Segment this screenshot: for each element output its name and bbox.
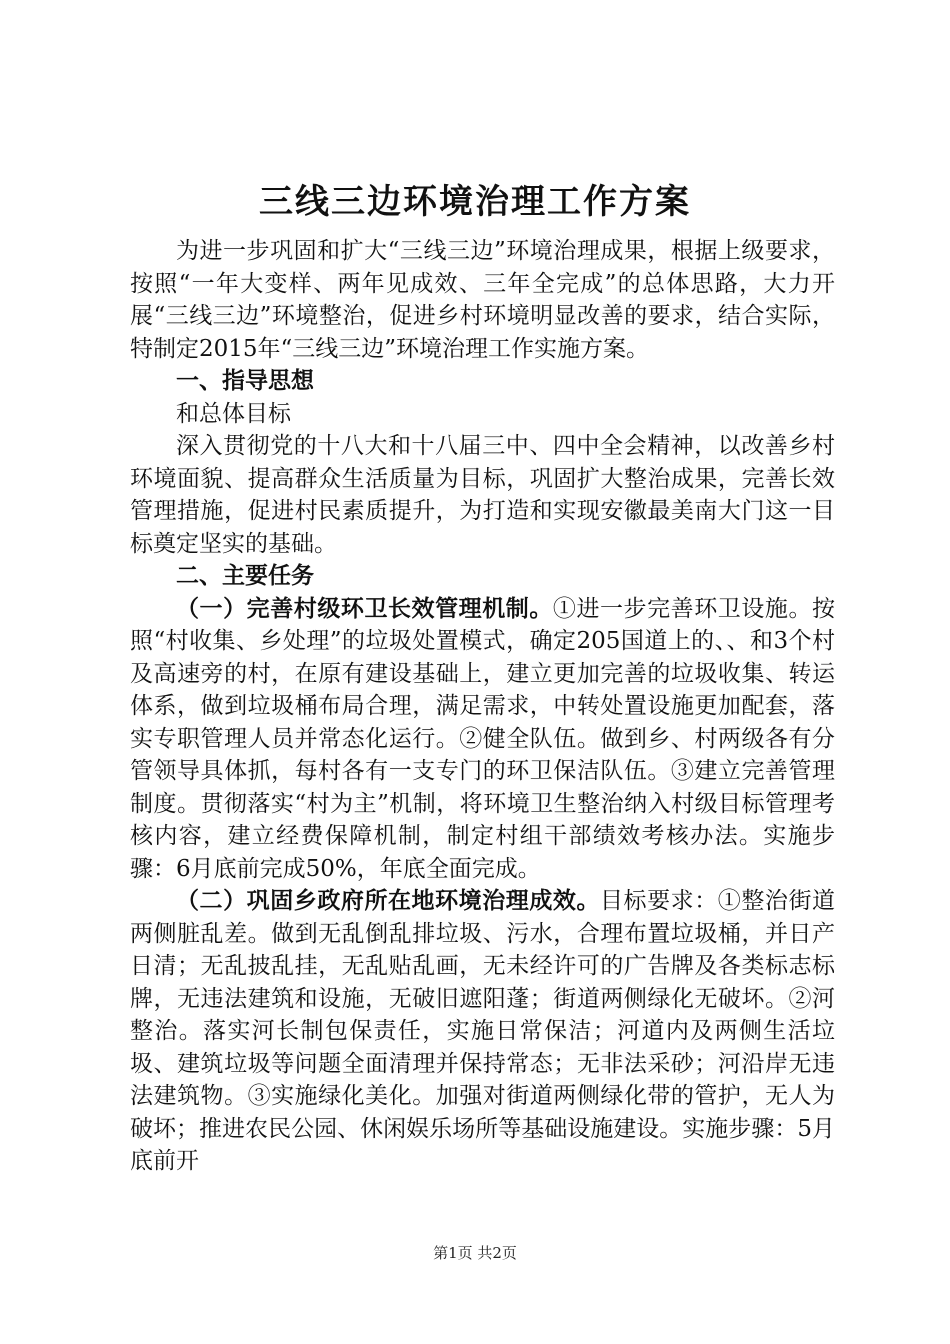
guiding-thought-paragraph: 深入贯彻党的十八大和十八届三中、四中全会精神，以改善乡村环境面貌、提高群众生活质量为目标，巩固扩大整治成果，完善长效管理措施，促进村民素质提升，为打造和实现安徽最美南大门这一目标奠定坚实的基础。 [130,433,835,557]
task-item-2 [130,885,835,1178]
task-item-1 [130,593,835,886]
document-body [130,235,835,1178]
intro-paragraph: 为进一步巩固和扩大“三线三边”环境治理成果，根据上级要求，按照“一年大变样、两年见成效、三年全完成”的总体思路，大力开展“三线三边”环境整治，促进乡村环境明显改善的要求，结合实际，特制定2015年“三线三边”环境治理工作实施方案。 [130,238,835,362]
task-item-1-heading: （一）完善村级环卫长效管理机制。 [176,594,553,622]
task-item-1-body: ①进一步完善环卫设施。按照“村收集、乡处理”的垃圾处置模式，确定205国道上的、、和3个村及高速旁的村，在原有建设基础上，建立更加完善的垃圾收集、转运体系，做到垃圾桶布局合理，满足需求，中转处置设施更加配套，落实专职管理人员并常态化运行。②健全队伍。做到乡、村两级各有分管领导具体抓，每村各有一支专门的环卫保洁队伍。③建立完善管理制度。贯彻落实“村为主”机制，将环境卫生整治纳入村级目标管理考核内容，建立经费保障机制，制定村组干部绩效考核办法。实施步骤：6月底前完成50%，年底全面完成。 [130,595,836,882]
task-item-2-body: 目标要求：①整治街道两侧脏乱差。做到无乱倒乱排垃圾、污水，合理布置垃圾桶，并日产日清；无乱披乱挂，无乱贴乱画，无未经许可的广告牌及各类标志标牌，无违法建筑和设施，无破旧遮阳蓬；街道两侧绿化无破坏。②河整治。落实河长制包保责任，实施日常保洁；河道内及两侧生活垃圾、建筑垃圾等问题全面清理并保持常态；无非法采砂；河沿岸无违法建筑物。③实施绿化美化。加强对街道两侧绿化带的管护，无人为破坏；推进农民公园、休闲娱乐场所等基础设施建设。实施步骤：5月底前开 [130,888,836,1174]
task-item-2-heading: （二）巩固乡政府所在地环境治理成效。 [176,887,600,914]
section-heading-guiding-thought: 一、指导思想 [176,367,314,394]
page-footer: 第1页 共2页 [433,1244,517,1262]
section-subheading-overall-goal: 和总体目标 [176,400,291,427]
document-title: 三线三边环境治理工作方案 [259,182,691,222]
section-heading-main-tasks: 二、主要任务 [176,562,314,589]
